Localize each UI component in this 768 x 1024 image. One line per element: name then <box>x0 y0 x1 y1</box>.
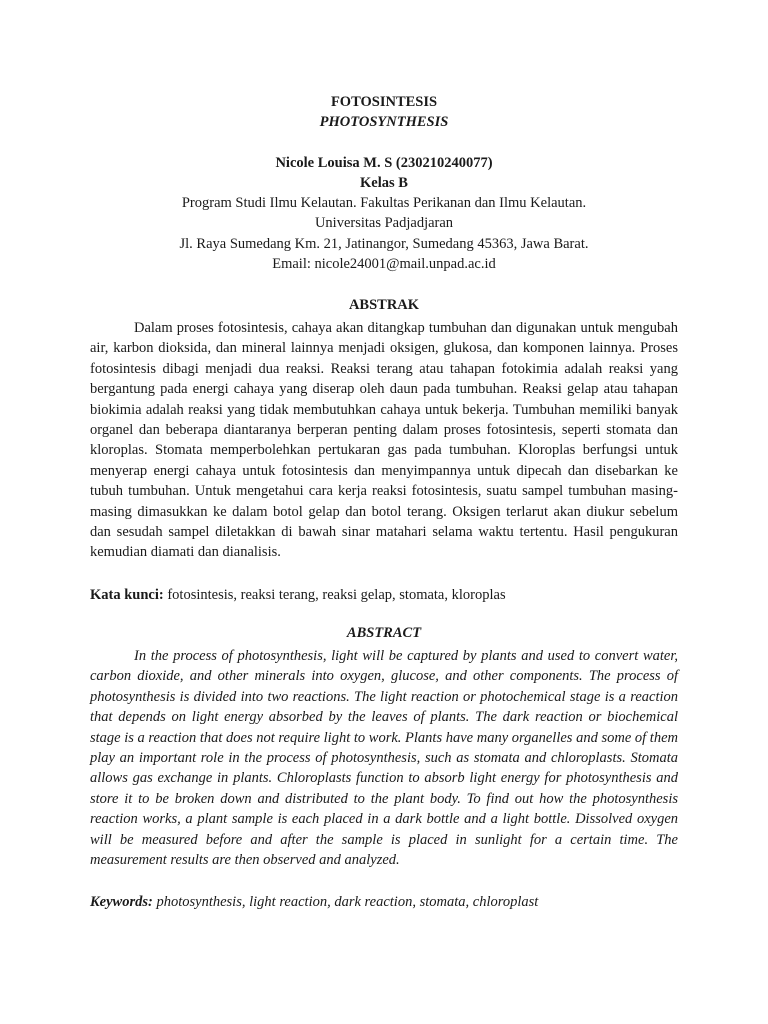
abstract-keywords-text: photosynthesis, light reaction, dark reaction, stomata, chloroplast <box>152 894 539 910</box>
abstract-body: In the process of photosynthesis, light will be captured by plants and used to convert water, carbon dioxide, and other minerals into oxygen, glucose, and other components. The process of photosynthesis is divided into two reactions. The light reaction or photochemical stage is a reaction that depends on light energy absorbed by the leaves of plants. The dark reaction or biochemical stage is a reaction that does not require light to work. Plants have many organelles and some of them play an important role in the process of photosynthesis, such as stomata and chloroplasts. Stomata allows gas exchange in plants. Chloroplasts function to absorb light energy for photosynthesis and store it to be broken down and distributed to the plant body. To find out how the photosynthesis reaction works, a plant sample is each placed in a dark bottle and a light bottle. Dissolved oxygen will be measured before and after the sample is placed in sunlight for a certain time. The measurement results are then observed and analyzed. <box>90 648 678 869</box>
author-program: Program Studi Ilmu Kelautan. Fakultas Perikanan dan Ilmu Kelautan. <box>181 195 587 212</box>
author-email: Email: nicole24001@mail.unpad.ac.id <box>272 256 496 273</box>
paper-title-english: PHOTOSYNTHESIS <box>319 114 449 131</box>
author-name: Nicole Louisa M. S (230210240077) <box>275 154 493 171</box>
author-address: Jl. Raya Sumedang Km. 21, Jatinangor, Sumedang 45363, Jawa Barat. <box>179 235 589 252</box>
abstrak-keywords-label: Kata kunci: <box>90 587 164 603</box>
abstract-keywords-label: Keywords: <box>90 894 153 910</box>
abstract-keywords <box>90 892 678 912</box>
paper-title: FOTOSINTESIS <box>330 94 438 110</box>
author-university: Universitas Padjadjaran <box>314 215 454 232</box>
abstrak-keywords <box>90 585 678 605</box>
author-class: Kelas B <box>360 174 408 191</box>
paper-header <box>90 92 678 274</box>
header-spacer <box>90 133 678 153</box>
abstrak-body: Dalam proses fotosintesis, cahaya akan ditangkap tumbuhan dan digunakan untuk mengubah air, karbon dioksida, dan mineral lainnya menjadi oksigen, glukosa, dan komponen lainnya. Proses fotosintesis dibagi menjadi dua reaksi. Reaksi terang atau tahapan fotokimia adalah reaksi yang bergantung pada energi cahaya yang diserap oleh daun pada tumbuhan. Reaksi gelap atau tahapan biokimia adalah reaksi yang tidak membutuhkan cahaya untuk bekerja. Tumbuhan memiliki banyak organel dan beberapa diantaranya berperan penting dalam proses fotosintesis, seperti stomata dan kloroplas. Stomata memperbolehkan pertukaran gas pada tumbuhan. Kloroplas berfungsi untuk menyerap energi cahaya untuk fotosintesis dan menyimpannya untuk dipecah dan disebarkan ke tubuh tumbuhan. Untuk mengetahui cara kerja reaksi fotosintesis, suatu sampel tumbuhan masing-masing dimasukkan ke dalam botol gelap dan botol terang. Oksigen terlarut akan diukur sebelum dan sesudah sampel diletakkan di bawah sinar matahari selama waktu tertentu. Hasil pengukuran kemudian diamati dan dianalisis. <box>90 320 678 561</box>
abstrak-keywords-text: fotosintesis, reaksi terang, reaksi gelap, stomata, kloroplas <box>163 587 506 603</box>
abstrak-heading: ABSTRAK <box>348 297 420 313</box>
abstract-heading: ABSTRACT <box>346 625 422 641</box>
